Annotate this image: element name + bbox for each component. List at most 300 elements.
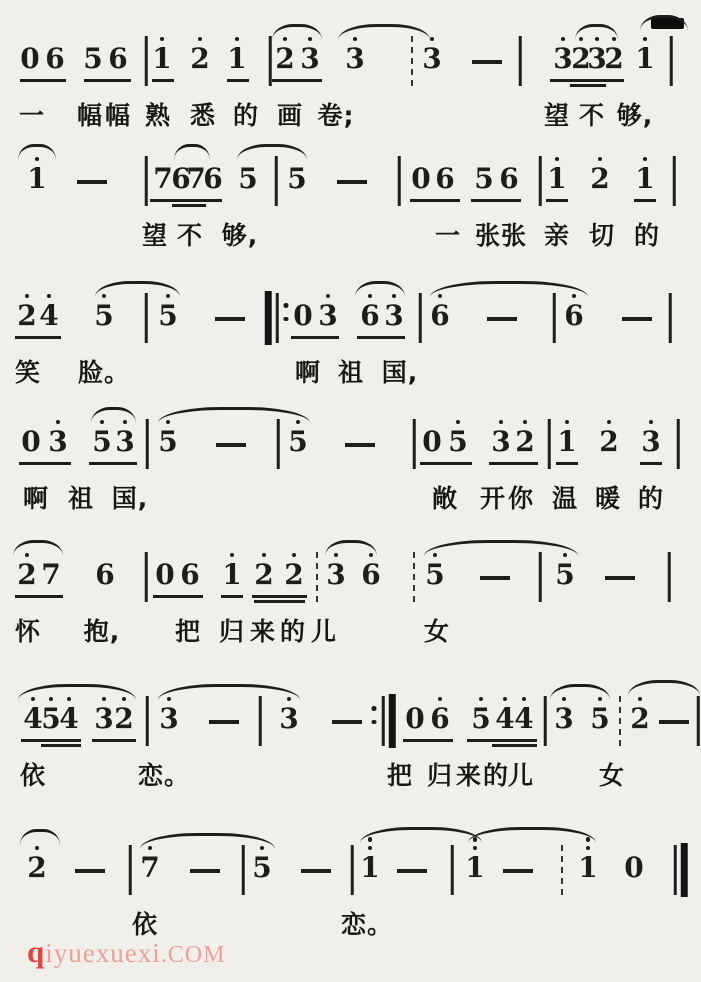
beam-underline xyxy=(254,600,305,603)
note: 7 xyxy=(41,558,61,591)
octave-dots xyxy=(438,697,443,705)
lyric: 笑 xyxy=(14,358,42,387)
barline xyxy=(677,419,680,469)
octave-dot xyxy=(368,837,373,842)
beam-underline xyxy=(420,462,472,465)
note: 1 xyxy=(222,560,241,590)
rest-note: 0 xyxy=(21,425,41,458)
note: 5 xyxy=(41,704,60,734)
note: 6 xyxy=(499,162,519,195)
beam-underline xyxy=(15,595,63,598)
octave-dot xyxy=(287,697,292,702)
octave-dots xyxy=(166,294,171,302)
watermark xyxy=(27,934,225,970)
octave-dot xyxy=(479,697,484,702)
beam-underline xyxy=(221,595,243,598)
octave-dot xyxy=(35,157,40,162)
duration-dash xyxy=(605,576,635,580)
barline xyxy=(275,156,278,206)
note: 3 xyxy=(94,704,113,734)
octave-dot xyxy=(368,294,373,299)
note: 5 xyxy=(448,427,467,457)
lyric: 够, xyxy=(221,221,259,250)
octave-dots xyxy=(555,157,560,165)
lyric: 的 xyxy=(279,617,307,646)
note: 4 xyxy=(39,301,58,331)
note: 1 xyxy=(635,44,654,74)
octave-dots xyxy=(563,553,568,561)
note: 5 xyxy=(471,704,490,734)
duration-dash xyxy=(77,180,107,184)
barline-dashed xyxy=(316,552,318,602)
octave-dot xyxy=(260,846,265,851)
octave-dots xyxy=(102,697,107,705)
note: 1 xyxy=(547,164,566,194)
barline xyxy=(539,552,542,602)
note: 2 xyxy=(27,853,46,883)
note: 3 xyxy=(554,704,573,734)
octave-dots xyxy=(47,294,52,302)
beam-underline xyxy=(467,739,537,742)
barline xyxy=(398,156,401,206)
duration-dash xyxy=(216,443,246,447)
note: 7 xyxy=(140,853,159,883)
barline xyxy=(419,293,422,343)
duration-dash xyxy=(622,317,652,321)
octave-dots xyxy=(353,37,358,45)
note: 6 xyxy=(360,301,379,331)
rest-note: 0 xyxy=(411,162,431,195)
note: 4 xyxy=(23,704,42,734)
repeat-bar xyxy=(276,293,279,343)
note: 7 xyxy=(186,162,206,195)
octave-dot xyxy=(102,697,107,702)
lyric: 啊 xyxy=(294,358,322,387)
octave-dot xyxy=(31,697,36,702)
note: 3 xyxy=(300,44,319,74)
octave-dot xyxy=(122,697,127,702)
barline-dashed xyxy=(413,552,415,602)
lyric: 女 xyxy=(598,761,626,790)
lyric: 来 xyxy=(249,617,277,646)
rest-note: 0 xyxy=(422,425,442,458)
note: 5 xyxy=(555,560,574,590)
octave-dots xyxy=(326,294,331,302)
octave-dot xyxy=(430,37,435,42)
duration-dash xyxy=(301,869,331,873)
repeat-bar xyxy=(389,694,396,748)
octave-dot xyxy=(56,420,61,425)
watermark-domain-suffix: .COM xyxy=(160,942,226,968)
beam-underline xyxy=(21,739,81,742)
note: 5 xyxy=(158,427,177,457)
note: 5 xyxy=(83,42,103,75)
lyric: 的 xyxy=(232,101,260,130)
octave-dots xyxy=(473,837,478,853)
octave-dot xyxy=(649,420,654,425)
octave-dot xyxy=(612,37,617,42)
lyric: 画 xyxy=(276,101,304,130)
rest-note: 0 xyxy=(293,299,313,332)
note: 6 xyxy=(435,162,455,195)
octave-dot xyxy=(308,37,313,42)
note: 2 xyxy=(599,427,618,457)
octave-dot xyxy=(334,553,339,558)
lyric: 悉 xyxy=(189,101,217,130)
note: 5 xyxy=(92,427,111,457)
note: 5 xyxy=(238,162,258,195)
lyric: 亲 xyxy=(543,221,571,250)
note: 5 xyxy=(288,427,307,457)
beam-underline xyxy=(546,199,568,202)
octave-dot xyxy=(47,294,52,299)
octave-dots xyxy=(503,697,508,705)
beam-underline xyxy=(89,462,137,465)
octave-dot xyxy=(148,846,153,851)
barline xyxy=(242,845,245,895)
octave-dots xyxy=(160,37,165,45)
lyric: 暖 xyxy=(594,484,622,513)
watermark-site-name: iyuexuexi xyxy=(45,938,161,968)
slur-tie-arc xyxy=(91,407,136,423)
note: 1 xyxy=(635,164,654,194)
octave-dot xyxy=(562,697,567,702)
note: 2 xyxy=(114,704,133,734)
note: 3 xyxy=(491,427,510,457)
octave-dots xyxy=(230,553,235,561)
lyric: 来 xyxy=(455,761,483,790)
octave-dot xyxy=(561,37,566,42)
note: 3 xyxy=(345,44,364,74)
duration-dash xyxy=(332,720,362,724)
note: 6 xyxy=(564,301,583,331)
barline xyxy=(413,419,416,469)
octave-dots xyxy=(456,420,461,428)
octave-dots xyxy=(287,697,292,705)
octave-dot xyxy=(607,420,612,425)
barline xyxy=(544,696,547,746)
duration-dash xyxy=(487,317,517,321)
lyric: 一 xyxy=(434,221,462,250)
note: 4 xyxy=(59,704,78,734)
slur-tie-arc xyxy=(158,684,300,700)
repeat-bar xyxy=(265,291,272,345)
note: 3 xyxy=(115,427,134,457)
duration-dash xyxy=(503,869,533,873)
octave-dots xyxy=(31,697,36,705)
final-barline-thin xyxy=(674,845,677,895)
note: 5 xyxy=(474,162,494,195)
lyric: 恋。 xyxy=(137,761,191,790)
beam-underline xyxy=(471,199,521,202)
octave-dot xyxy=(283,37,288,42)
lyric: 国, xyxy=(381,358,419,387)
barline xyxy=(548,419,551,469)
note: 2 xyxy=(515,427,534,457)
note: 5 xyxy=(425,560,444,590)
barline xyxy=(129,845,132,895)
octave-dot xyxy=(473,846,478,851)
octave-dots xyxy=(283,37,288,45)
duration-dash xyxy=(215,317,245,321)
duration-dash xyxy=(345,443,375,447)
octave-dots xyxy=(649,420,654,428)
duration-dash xyxy=(190,869,220,873)
barline xyxy=(145,293,148,343)
note: 3 xyxy=(641,427,660,457)
lyric: 的 xyxy=(633,221,661,250)
slur-tie-arc xyxy=(430,281,588,297)
note: 3 xyxy=(587,44,606,74)
repeat-dot xyxy=(372,720,377,725)
octave-dots xyxy=(522,697,527,705)
octave-dots xyxy=(369,553,374,561)
duration-dash xyxy=(209,720,239,724)
duration-dash xyxy=(337,180,367,184)
slur-tie-arc xyxy=(272,24,322,40)
octave-dot xyxy=(230,553,235,558)
note: 5 xyxy=(287,162,307,195)
note: 6 xyxy=(361,560,380,590)
lyric: 开 xyxy=(479,484,507,513)
lyric: 恋。 xyxy=(340,910,394,939)
note: 1 xyxy=(27,164,46,194)
octave-dots xyxy=(123,420,128,428)
slur-tie-arc xyxy=(174,144,210,160)
note: 2 xyxy=(17,560,36,590)
lyric: 不 xyxy=(176,221,204,250)
octave-dot xyxy=(643,157,648,162)
note: 2 xyxy=(604,44,623,74)
barline xyxy=(269,36,272,86)
octave-dots xyxy=(579,37,584,45)
octave-dots xyxy=(334,553,339,561)
note: 5 xyxy=(590,704,609,734)
slur-tie-arc xyxy=(628,680,700,696)
note: 6 xyxy=(180,558,200,591)
octave-dots xyxy=(430,37,435,45)
octave-dot xyxy=(392,294,397,299)
octave-dot xyxy=(326,294,331,299)
octave-dots xyxy=(296,420,301,428)
octave-dot xyxy=(123,420,128,425)
octave-dot xyxy=(369,553,374,558)
barline xyxy=(553,293,556,343)
lyric: 卷; xyxy=(317,101,355,130)
note: 3 xyxy=(159,704,178,734)
octave-dots xyxy=(262,553,267,561)
octave-dot xyxy=(598,157,603,162)
rest-note: 0 xyxy=(405,702,425,735)
barline xyxy=(697,696,700,746)
lyric: 望 xyxy=(543,101,571,130)
barline-dashed xyxy=(561,845,563,895)
beam-underline xyxy=(92,739,136,742)
octave-dots xyxy=(67,697,72,705)
octave-dots xyxy=(167,697,172,705)
lyric: 张 xyxy=(500,221,528,250)
octave-dot xyxy=(167,697,172,702)
beam-underline xyxy=(153,595,203,598)
octave-dots xyxy=(148,846,153,854)
lyric: 你 xyxy=(507,484,535,513)
note: 1 xyxy=(152,44,171,74)
octave-dots xyxy=(166,420,171,428)
lyric: 把 xyxy=(174,617,202,646)
octave-dot xyxy=(25,553,30,558)
octave-dots xyxy=(25,294,30,302)
repeat-dot xyxy=(372,706,377,711)
barline xyxy=(351,845,354,895)
note: 6 xyxy=(203,162,223,195)
system-6 xyxy=(0,682,701,832)
beam-underline xyxy=(291,336,339,339)
octave-dot xyxy=(643,37,648,42)
lyric: 抱, xyxy=(83,617,121,646)
note: 6 xyxy=(171,162,191,195)
note: 2 xyxy=(590,164,609,194)
octave-dots xyxy=(598,697,603,705)
lyric: 够, xyxy=(616,101,654,130)
barline xyxy=(669,293,672,343)
lyric: 敞 xyxy=(431,484,459,513)
note: 1 xyxy=(578,853,597,883)
barline xyxy=(146,419,149,469)
octave-dot xyxy=(522,697,527,702)
octave-dots xyxy=(35,157,40,165)
slur-tie-arc xyxy=(424,540,578,556)
octave-dots xyxy=(102,294,107,302)
barline-dashed xyxy=(619,696,621,746)
lyric: 国, xyxy=(111,484,149,513)
beam-underline xyxy=(15,336,61,339)
system-5 xyxy=(0,538,701,688)
octave-dots xyxy=(235,37,240,45)
slur-tie-arc xyxy=(355,281,405,297)
beam-underline xyxy=(152,79,174,82)
octave-dot xyxy=(503,697,508,702)
system-4 xyxy=(0,405,701,555)
lyric: 张 xyxy=(474,221,502,250)
barline xyxy=(146,696,149,746)
note: 6 xyxy=(108,42,128,75)
repeat-dot xyxy=(284,317,289,322)
octave-dots xyxy=(561,37,566,45)
lyric: 儿 xyxy=(507,761,535,790)
slur-tie-arc xyxy=(20,829,60,845)
octave-dot xyxy=(638,697,643,702)
octave-dot xyxy=(368,846,373,851)
octave-dots xyxy=(100,420,105,428)
lyric: 祖 xyxy=(337,358,365,387)
note: 3 xyxy=(48,427,67,457)
lyric: 依 xyxy=(131,910,159,939)
octave-dot xyxy=(563,553,568,558)
system-2 xyxy=(0,142,701,292)
octave-dots xyxy=(612,37,617,45)
duration-dash xyxy=(659,720,689,724)
octave-dot xyxy=(166,420,171,425)
lyric: 不 xyxy=(578,101,606,130)
lyric: 依 xyxy=(19,761,47,790)
octave-dot xyxy=(35,846,40,851)
octave-dots xyxy=(368,294,373,302)
slur-tie-arc xyxy=(13,540,63,556)
octave-dots xyxy=(198,37,203,45)
final-barline xyxy=(681,843,688,897)
octave-dots xyxy=(368,837,373,853)
note: 2 xyxy=(571,44,590,74)
rest-note: 0 xyxy=(155,558,175,591)
octave-dot xyxy=(25,294,30,299)
barline xyxy=(145,36,148,86)
duration-dash xyxy=(472,60,502,64)
beam-underline xyxy=(556,462,578,465)
rest-note: 0 xyxy=(624,851,644,884)
beam-underline xyxy=(272,79,322,82)
octave-dot xyxy=(586,846,591,851)
barline xyxy=(670,36,673,86)
octave-dot xyxy=(565,420,570,425)
octave-dots xyxy=(260,846,265,854)
beam-underline xyxy=(489,462,538,465)
octave-dots xyxy=(595,37,600,45)
octave-dots xyxy=(523,420,528,428)
note: 6 xyxy=(430,301,449,331)
barline xyxy=(259,696,262,746)
octave-dot xyxy=(102,294,107,299)
octave-dots xyxy=(598,157,603,165)
octave-dots xyxy=(643,157,648,165)
note: 1 xyxy=(465,853,484,883)
lyric: 归 xyxy=(218,617,246,646)
beam-underline xyxy=(492,744,537,747)
note: 3 xyxy=(318,301,337,331)
beam-underline xyxy=(150,199,222,202)
octave-dot xyxy=(100,420,105,425)
watermark-q-logo: q xyxy=(27,934,46,969)
note: 6 xyxy=(45,42,65,75)
note: 1 xyxy=(227,44,246,74)
octave-dot xyxy=(438,697,443,702)
octave-dots xyxy=(479,697,484,705)
beam-underline xyxy=(634,199,656,202)
octave-dot xyxy=(598,697,603,702)
octave-dot xyxy=(579,37,584,42)
octave-dots xyxy=(56,420,61,428)
note: 2 xyxy=(630,704,649,734)
note: 4 xyxy=(514,704,533,734)
octave-dots xyxy=(25,553,30,561)
note: 1 xyxy=(557,427,576,457)
beam-underline xyxy=(357,336,405,339)
octave-dots xyxy=(565,420,570,428)
barline xyxy=(539,156,542,206)
octave-dots xyxy=(586,837,591,853)
note: 2 xyxy=(17,301,36,331)
beam-underline xyxy=(570,84,606,87)
lyric: 女 xyxy=(423,617,451,646)
beam-underline xyxy=(20,79,66,82)
lyric: 脸。 xyxy=(77,358,131,387)
barline xyxy=(145,552,148,602)
barline xyxy=(145,156,148,206)
note: 2 xyxy=(190,44,209,74)
octave-dot xyxy=(49,697,54,702)
lyric: 熟 xyxy=(144,101,172,130)
beam-underline xyxy=(41,744,81,747)
barline xyxy=(519,36,522,86)
